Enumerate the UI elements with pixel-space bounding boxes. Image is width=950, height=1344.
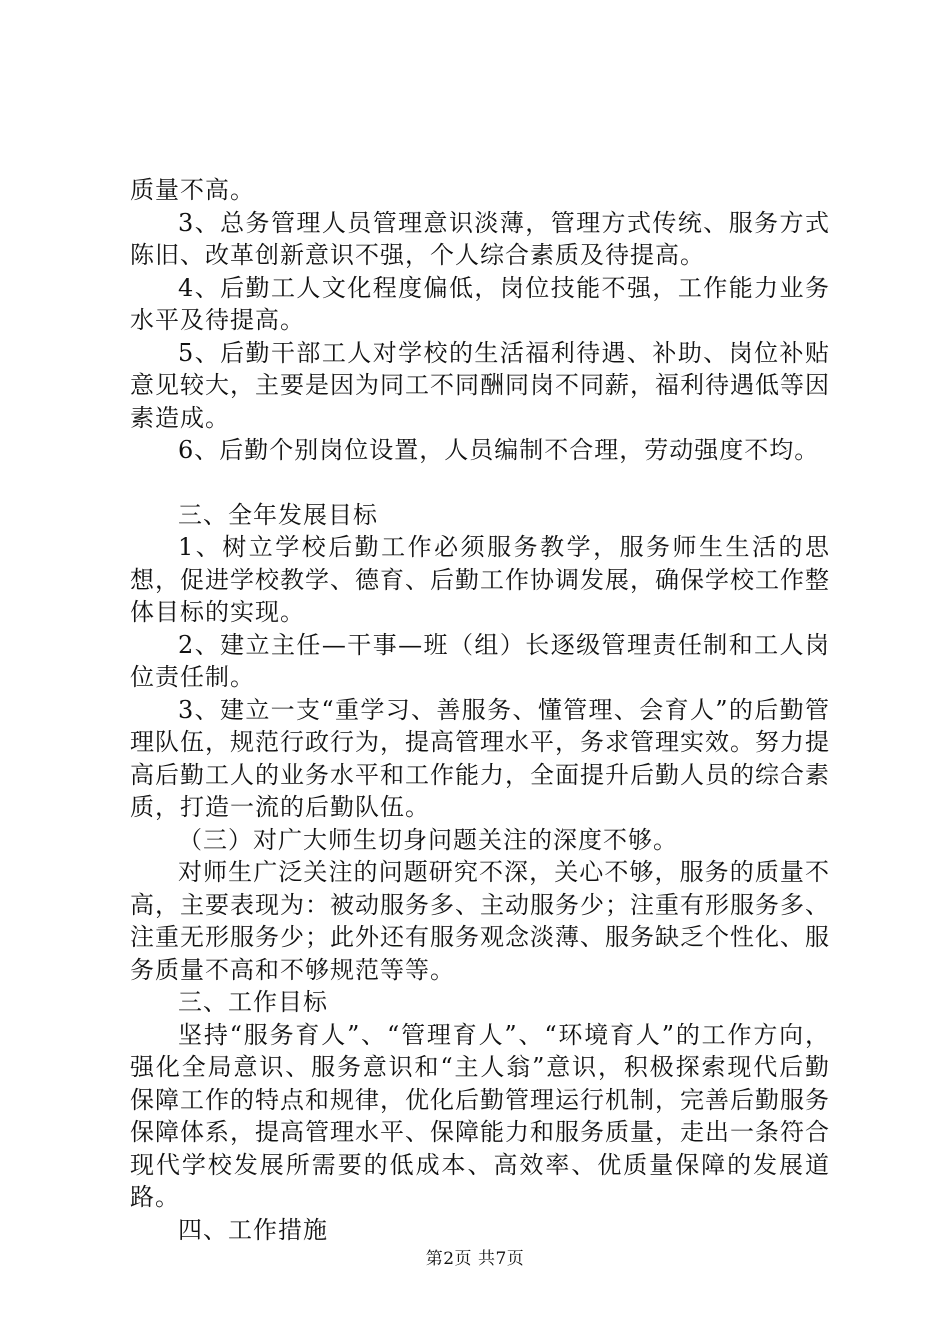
section-heading: 三、工作目标 [178, 988, 328, 1016]
paragraph: 质量不高。 [130, 176, 255, 204]
page-footer: 第2页 共7页 [425, 1249, 525, 1269]
subsection-heading: （三）对广大师生切身问题关注的深度不够。 [178, 825, 678, 854]
paragraph: 3、总务管理人员管理意识淡薄，管理方式传统、服务方式陈旧、改革创新意识不强，个人综合素质及待提高。 [130, 208, 830, 269]
paragraph: 4、后勤工人文化程度偏低，岗位技能不强，工作能力业务水平及待提高。 [130, 273, 830, 334]
paragraph: 3、建立一支“重学习、善服务、懂管理、会育人”的后勤管理队伍，规范行政行为，提高管理水平，务求管理实效。努力提高后勤工人的业务水平和工作能力，全面提升后勤人员的综合素质，打造一流的后勤队伍。 [130, 695, 830, 821]
section-heading: 四、工作措施 [178, 1215, 328, 1244]
paragraph: 5、后勤干部工人对学校的生活福利待遇、补助、岗位补贴意见较大，主要是因为同工不同酬同岗不同薪，福利待遇低等因素造成。 [130, 338, 830, 432]
paragraph: 6、后勤个别岗位设置，人员编制不合理，劳动强度不均。 [178, 436, 820, 464]
paragraph: 坚持“服务育人”、“管理育人”、“环境育人”的工作方向，强化全局意识、服务意识和“主人翁”意识，积极探索现代后勤保障工作的特点和规律，优化后勤管理运行机制，完善后勤服务保障体系，提高管理水平、保障能力和服务质量，走出一条符合现代学校发展所需要的低成本、高效率、优质量保障的发展道路。 [130, 1020, 830, 1211]
paragraph: 2、建立主任—干事—班（组）长逐级管理责任制和工人岗位责任制。 [130, 630, 830, 691]
section-heading: 三、全年发展目标 [178, 500, 378, 529]
document-body [130, 174, 830, 1246]
paragraph: 1、树立学校后勤工作必须服务教学，服务师生生活的思想，促进学校教学、德育、后勤工作协调发展，确保学校工作整体目标的实现。 [130, 533, 830, 626]
paragraph: 对师生广泛关注的问题研究不深，关心不够，服务的质量不高，主要表现为：被动服务多、主动服务少；注重有形服务多、注重无形服务少；此外还有服务观念淡薄、服务缺乏个性化、服务质量不高和不够规范等等。 [130, 858, 830, 984]
